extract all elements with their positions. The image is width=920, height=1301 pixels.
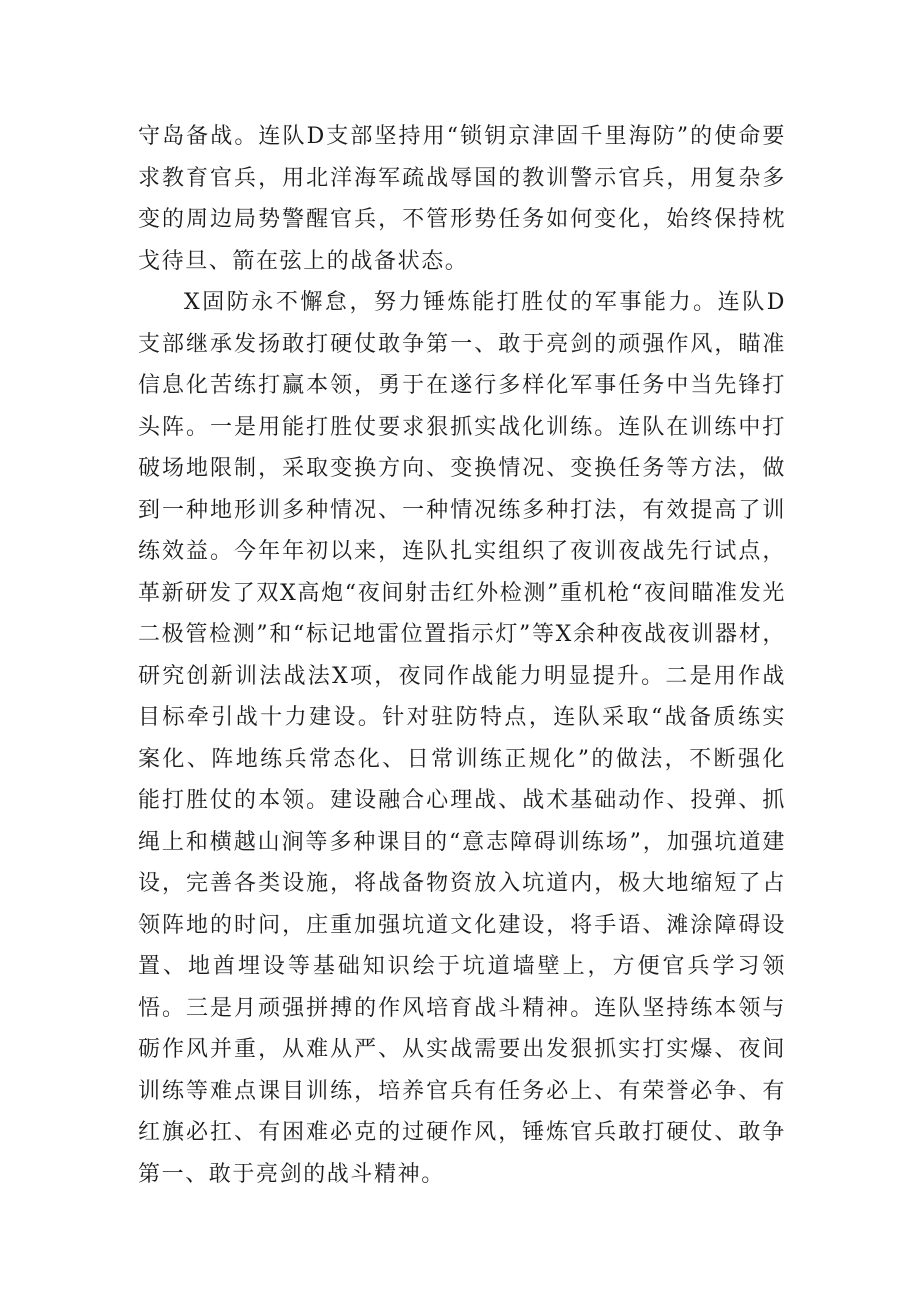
document-body [138, 116, 786, 1195]
paragraph-1: 守岛备战。连队D支部坚持用“锁钥京津固千里海防”的使命要求教育官兵，用北洋海军疏战辱国的教训警示官兵，用复杂多变的周边局势警醒官兵，不管形势任务如何变化，始终保持枕戈待旦、箭在弦上的战备状态。 [138, 124, 786, 274]
paragraph-2: X固防永不懈怠，努力锤炼能打胜仗的军事能力。连队D支部继承发扬敢打硬仗敢争第一、敢于亮剑的顽强作风，瞄准信息化苦练打赢本领，勇于在遂行多样化军事任务中当先锋打头阵。一是用能打胜仗要求狠抓实战化训练。连队在训练中打破场地限制，采取变换方向、变换情况、变换任务等方法，做到一种地形训多种情况、一种情况练多种打法，有效提高了训练效益。今年年初以来，连队扎实组织了夜训夜战先行试点，革新研发了双X高炮“夜间射击红外检测”重机枪“夜间瞄准发光二极管检测”和“标记地雷位置指示灯”等X余种夜战夜训器材，研究创新训法战法X项，夜同作战能力明显提升。二是用作战目标牵引战十力建设。针对驻防特点，连队采取“战备质练实案化、阵地练兵常态化、日常训练正规化”的做法，不断强化能打胜仗的本领。建设融合心理战、战术基础动作、投弹、抓绳上和横越山涧等多种课目的“意志障碍训练场”，加强坑道建设，完善各类设施，将战备物资放入坑道内，极大地缩短了占领阵地的时问，庄重加强坑道文化建设，将手语、滩涂障碍设置、地酋埋设等基础知识绘于坑道墙壁上，方便官兵学习领悟。三是月顽强拼搏的作风培育战斗精神。连队坚持练本领与砺作风并重，从难从严、从实战需要出发狠抓实打实爆、夜间训练等难点课目训练，培养官兵有任务必上、有荣誉必争、有红旗必扛、有困难必克的过硬作风，锤炼官兵敢打硬仗、敢争第一、敢于亮剑的战斗精神。 [138, 290, 786, 1187]
